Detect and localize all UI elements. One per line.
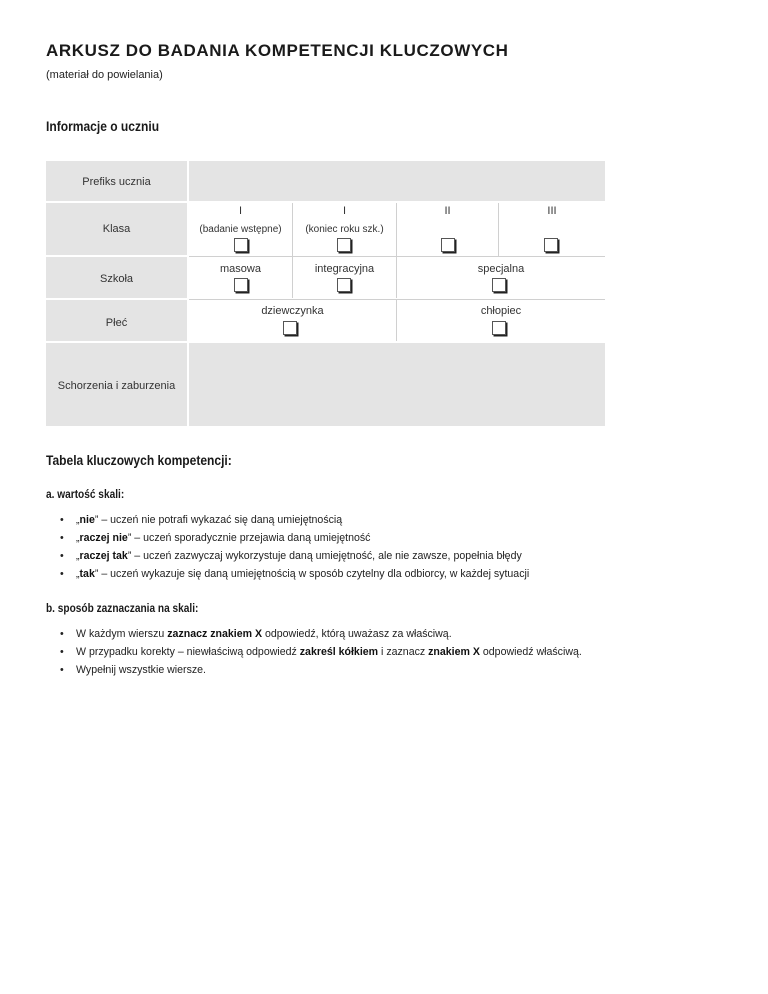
class-option-roman: II bbox=[444, 205, 451, 217]
instruction-text: W przypadku korekty – niewłaściwą odpowiedź bbox=[76, 646, 300, 658]
class-checkbox[interactable] bbox=[337, 238, 351, 252]
page-subtitle: (materiał do powielania) bbox=[46, 69, 163, 81]
school-checkbox[interactable] bbox=[234, 278, 248, 292]
class-checkbox[interactable] bbox=[441, 238, 455, 252]
row-divider bbox=[189, 299, 605, 300]
class-option-roman: III bbox=[547, 205, 557, 217]
gender-checkbox[interactable] bbox=[283, 321, 297, 335]
instruction-text: i zaznacz bbox=[378, 646, 429, 658]
scale-description: – uczeń sporadycznie przejawia daną umiejętność bbox=[131, 532, 371, 544]
gender-checkbox[interactable] bbox=[492, 321, 506, 335]
school-option-label: integracyjna bbox=[314, 263, 375, 275]
scale-heading: a. wartość skali: bbox=[46, 489, 125, 501]
row-label-school: Szkoła bbox=[99, 273, 134, 285]
row-divider bbox=[189, 256, 605, 257]
school-checkbox[interactable] bbox=[337, 278, 351, 292]
scale-term: nie bbox=[79, 514, 95, 526]
row-label-prefix: Prefiks ucznia bbox=[82, 176, 151, 188]
list-item: • „raczej nie” – uczeń sporadycznie przejawia daną umiejętność bbox=[60, 529, 529, 547]
marking-heading: b. sposób zaznaczania na skali: bbox=[46, 603, 199, 615]
table-divider bbox=[46, 298, 187, 300]
school-checkbox[interactable] bbox=[492, 278, 506, 292]
list-item: • „nie” – uczeń nie potrafi wykazać się daną umiejętnością bbox=[60, 511, 529, 529]
scale-term: raczej tak bbox=[79, 550, 128, 562]
row-label-gender: Płeć bbox=[105, 317, 128, 329]
list-item: • „raczej tak” – uczeń zazwyczaj wykorzystuje daną umiejętność, ale nie zawsze, popełnia błędy bbox=[60, 547, 529, 565]
competence-heading: Tabela kluczowych kompetencji: bbox=[46, 452, 232, 468]
instruction-emphasis: zakreśl kółkiem bbox=[299, 646, 379, 658]
class-option-note: (badanie wstępne) bbox=[199, 224, 282, 235]
prefix-input-area[interactable] bbox=[189, 161, 605, 201]
scale-description: – uczeń zazwyczaj wykorzystuje daną umiejętność, ale nie zawsze, popełnia błędy bbox=[131, 550, 522, 562]
class-checkbox[interactable] bbox=[234, 238, 248, 252]
scale-list bbox=[60, 511, 529, 583]
student-info-table bbox=[46, 161, 605, 426]
instruction-text: odpowiedź właściwą. bbox=[479, 646, 582, 658]
row-label-class: Klasa bbox=[102, 223, 131, 235]
page-title: ARKUSZ DO BADANIA KOMPETENCJI KLUCZOWYCH bbox=[46, 41, 509, 60]
instruction-text: Wypełnij wszystkie wiersze. bbox=[76, 664, 207, 676]
list-item bbox=[60, 661, 582, 679]
class-option-roman: I bbox=[342, 205, 347, 217]
school-option-label: specjalna bbox=[477, 263, 525, 275]
instruction-emphasis: zaznacz znakiem X bbox=[167, 628, 263, 640]
list-item bbox=[60, 643, 582, 661]
marking-list bbox=[60, 625, 582, 679]
instruction-text: odpowiedź, którą uważasz za właściwą. bbox=[262, 628, 452, 640]
instruction-emphasis: znakiem X bbox=[428, 646, 480, 658]
class-option-note: (koniec roku szk.) bbox=[305, 224, 384, 235]
list-item: • „tak” – uczeń wykazuje się daną umiejętnością w sposób czytelny dla odbiorcy, w każdej sytuacji bbox=[60, 565, 529, 583]
scale-description: – uczeń nie potrafi wykazać się daną umiejętnością bbox=[98, 514, 343, 526]
class-checkbox[interactable] bbox=[544, 238, 558, 252]
table-divider bbox=[46, 255, 187, 257]
scale-description: – uczeń wykazuje się daną umiejętnością w sposób czytelny dla odbiorcy, w każdej sytuacji bbox=[98, 568, 530, 580]
class-option-roman: I bbox=[238, 205, 243, 217]
list-item bbox=[60, 625, 582, 643]
instruction-text: W każdym wierszu bbox=[76, 628, 168, 640]
school-option-label: masowa bbox=[220, 263, 261, 275]
row-label-disorders: Schorzenia i zaburzenia bbox=[57, 380, 176, 392]
student-info-heading: Informacje o uczniu bbox=[46, 118, 160, 134]
scale-term: raczej nie bbox=[79, 532, 128, 544]
disorders-input-area[interactable] bbox=[189, 343, 605, 426]
scale-term: tak bbox=[79, 568, 95, 580]
gender-option-label: dziewczynka bbox=[261, 305, 324, 317]
gender-option-label: chłopiec bbox=[480, 305, 522, 317]
